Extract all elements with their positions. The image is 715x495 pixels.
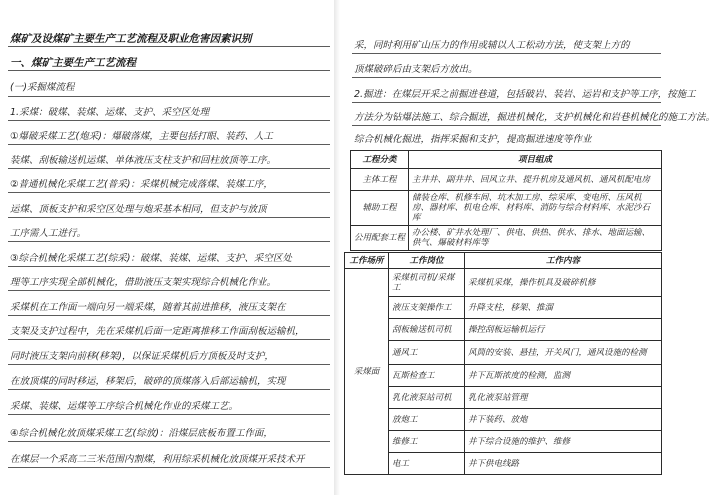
rule-line (352, 77, 661, 78)
table-cell: 办公楼、矿井水处理厂、供电、供热、供水、排水、地面运输、供气、爆破材料库等 (409, 226, 662, 251)
text-line: 顶煤破碎后由支架后方放出。 (354, 64, 478, 75)
text-line: ④综合机械化放顶煤采煤工艺(综放)：沿煤层底板布置工作面， (10, 428, 273, 439)
table-cell: 通风工 (389, 341, 465, 365)
rule-line (352, 102, 661, 103)
text-line: 在放顶煤的同时移运，移架后，破碎的顶煤落入后部运输机，实现 (10, 376, 286, 387)
text-line: ③综合机械化采煤工艺(综采)：破煤、装煤、运煤、支护、采空区处 (10, 253, 292, 264)
table-header: 工作岗位 (389, 253, 465, 269)
rule-line (352, 125, 661, 126)
table-cell: 液压支架操作工 (389, 297, 465, 319)
text-line: 装煤、刮板输送机运煤、单体液压支柱支护和回柱放顶等工序。 (10, 155, 277, 166)
table-cell: 主体工程 (351, 169, 409, 191)
rule-line (8, 414, 330, 415)
text-line: 工序需人工进行。 (10, 228, 87, 239)
rule-line (8, 96, 330, 97)
text-line: 理等工序实现全部机械化，借助液压支架实现综合机械化作业。 (10, 277, 277, 288)
table-cell: 放炮工 (389, 409, 465, 431)
text-line: 在煤层一个采高二三米范围内割煤，利用综采机械化放顶煤开采技术开 (10, 454, 305, 465)
text-line: 2.掘进：在煤层开采之前掘进巷道，包括破岩、装岩、运岩和支护等工序，按施工 (354, 89, 696, 100)
table-cell: 采煤机司机/采煤工 (389, 269, 465, 297)
table-cell: 电工 (389, 453, 465, 475)
table-cell: 维修工 (389, 431, 465, 453)
job-table (344, 252, 662, 475)
table-cell: 操控刮板运输机运行 (465, 319, 662, 341)
table-cell: 风筒的安装、悬挂，开关风门，通风设施的检测 (465, 341, 662, 365)
table-header: 项目组成 (409, 151, 662, 169)
project-table (350, 150, 662, 251)
table-cell: 井下供电线路 (465, 453, 662, 475)
rule-line (8, 46, 330, 47)
rule-line (8, 467, 330, 468)
table-header: 工作场所 (345, 253, 389, 269)
table-cell: 刮板输送机司机 (389, 319, 465, 341)
text-line: 支架及支护过程中，先在采煤机后面一定距离推移工作面刮板运输机， (10, 326, 305, 337)
text-line: 综合机械化掘进，指挥采掘和支护，提高掘进速度等作业 (354, 134, 592, 145)
table-cell: 乳化液泵站管理 (465, 387, 662, 409)
rule-line (8, 168, 330, 169)
table-cell: 井下瓦斯浓度的检测，监测 (465, 365, 662, 387)
table-cell: 主井井、副井井、回风立井、提升机房及通风机、通风机配电房 (409, 169, 662, 191)
table-cell: 辅助工程 (351, 191, 409, 226)
table-section-label: 采煤面 (345, 269, 389, 475)
text-line: 运煤、顶板支护和采空区处理与炮采基本相同，但支护与放顶 (10, 204, 267, 215)
rule-line (8, 217, 330, 218)
text-line: 1.采煤：破煤、装煤、运煤、支护、采空区处理 (10, 107, 210, 118)
table-cell: 井下装药、放炮 (465, 409, 662, 431)
text-line: 方法分为钻爆法施工、综合掘进，掘进机械化，支护机械化和岩巷机械化的施工方法。 (354, 112, 715, 123)
rule-line (8, 315, 330, 316)
text-line: ②普通机械化采煤工艺(普采)：采煤机械完成落煤、装煤工序， (10, 179, 273, 190)
rule-line (8, 266, 330, 267)
rule-line (8, 290, 330, 291)
text-line: ①爆破采煤工艺(炮采)：爆破落煤，主要包括打眼、装药、人工 (10, 131, 273, 142)
table-cell: 乳化液泵站司机 (389, 387, 465, 409)
rule-line (8, 192, 330, 193)
rule-line (8, 441, 330, 442)
rule-line (8, 70, 330, 71)
table-cell: 采煤机采煤，操作机具及破碎机修 (465, 269, 662, 297)
text-line: 采煤、装煤、运煤等工序综合机械化作业的采煤工艺。 (10, 401, 239, 412)
section-heading: 一、煤矿主要生产工艺流程 (10, 57, 136, 69)
subsection-heading: (一)采掘煤流程 (10, 82, 75, 93)
table-cell: 公用配套工程 (351, 226, 409, 251)
text-line: 采，同时利用矿山压力的作用或辅以人工松动方法，使支架上方的 (354, 40, 630, 51)
table-cell: 储装仓库、机修车间、坑木加工房、综采库、变电所、压风机房、器材库、机电仓库、材料库、消防与综合材料库、水泥沙石库 (409, 191, 662, 226)
rule-line (8, 241, 330, 242)
rule-line (8, 364, 330, 365)
rule-line (8, 120, 330, 121)
rule-line (8, 389, 330, 390)
text-line: 同时液压支架向前移(移架)，以保证采煤机后方顶板及时支护， (10, 351, 274, 362)
rule-line (8, 339, 330, 340)
right-page (340, 0, 715, 495)
text-line: 采煤机在工作面一端向另一端采煤，随着其前进推移，液压支架在 (10, 302, 286, 313)
table-cell: 井下综合设施的维护、维修 (465, 431, 662, 453)
rule-line (352, 53, 661, 54)
table-cell: 瓦斯检查工 (389, 365, 465, 387)
left-page (0, 0, 334, 495)
rule-line (8, 144, 330, 145)
table-cell: 升降支柱，移架、推溜 (465, 297, 662, 319)
document-title: 煤矿及设煤矿主要生产工艺流程及职业危害因素识别 (10, 33, 252, 45)
table-header: 工程分类 (351, 151, 409, 169)
table-header: 工作内容 (465, 253, 662, 269)
